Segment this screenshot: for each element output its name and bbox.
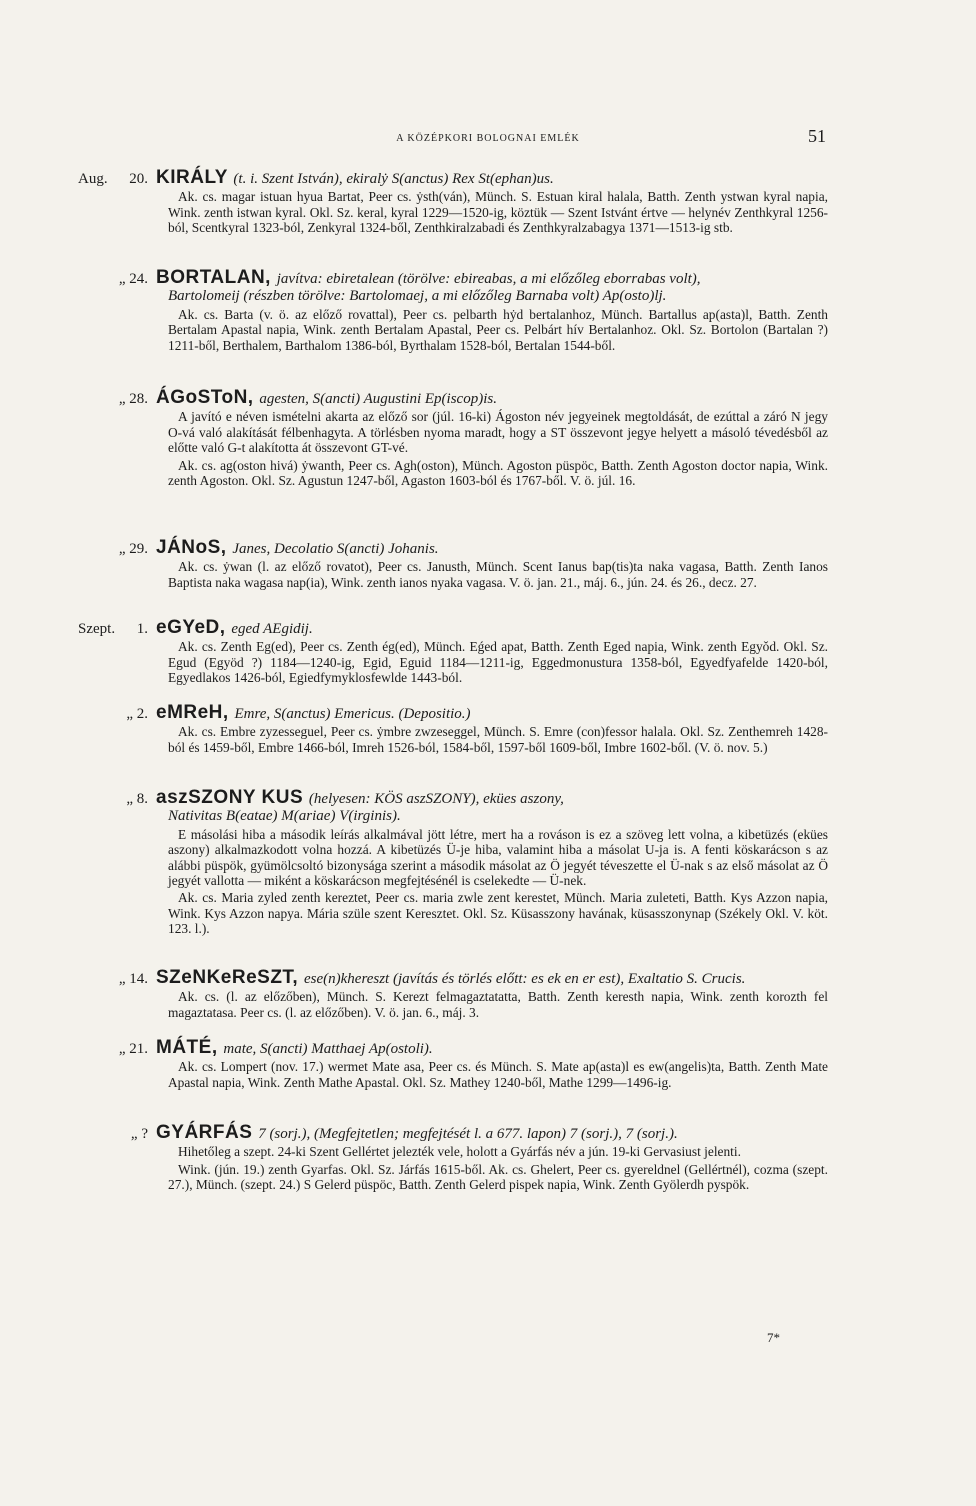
entry-paragraph: Hihetőleg a szept. 24-ki Szent Gellértet jelezték vele, holott a Gyárfás név a jún. 19-ki Gervasiust jelenti. (178, 1144, 741, 1160)
entry-day: „ 24. (118, 271, 148, 287)
runic-keyword: GYÁRFÁS (156, 1122, 259, 1143)
entry-headline (148, 167, 554, 188)
calendar-entry (78, 167, 828, 236)
entry-day: „ 28. (118, 391, 148, 407)
entry-date (78, 272, 148, 287)
entry-gloss: eged AEgidij. (231, 621, 313, 637)
calendar-entry (78, 387, 828, 489)
entry-head (78, 167, 828, 188)
calendar-entry (78, 1122, 828, 1193)
runic-keyword: KIRÁLY (156, 167, 234, 188)
runic-keyword: SZeNKeReSZT, (156, 967, 304, 988)
entry-head (78, 617, 828, 638)
entry-headline (148, 387, 497, 408)
entry-gloss: (t. i. Szent István), ekiralẏ S(anctus) Rex St(ephan)us. (233, 171, 554, 187)
calendar-entry (78, 617, 828, 686)
calendar-entry (78, 702, 828, 755)
entry-headline (148, 1037, 433, 1058)
entry-paragraph: Ak. cs. ag(oston hivá) ẏwanth, Peer cs. Agh(oston), Münch. Agoston püspöc, Batth. Zenth Agoston doctor napia, Wink. zenth Agoston. Okl. Sz. Agustun 1247-ből, Agaston 1603-ból és 1767-ből. V. ö. júl. 16. (168, 457, 828, 489)
entry-date (78, 792, 148, 807)
entry-headline (148, 1122, 678, 1143)
entry-gloss: ese(n)khereszt (javítás és törlés előtt: es ek en er est), Exaltatio S. Crucis. (303, 971, 746, 987)
calendar-entry (78, 787, 828, 937)
entry-day: „ 14. (118, 971, 148, 987)
calendar-entry (78, 267, 828, 353)
entry-paragraph: Ak. cs. Zenth Eg(ed), Peer cs. Zenth ég(ed), Münch. Eǵed apat, Batth. Zenth Eged napia, Wink. zenth Egyǒd. Okl. Sz. Egud (Egyöd ?) 1184—1240-ig, Egid, Eguid 1184—1211-ig, Eggedmonustura 1358-ból, Egyedfyafelde 1420-ból, Egyedlakos 1426-ból, Egiedfymyklosfewlde 1443-ból. (168, 639, 828, 686)
entry-gloss: Emre, S(anctus) Emericus. (Depositio.) (234, 706, 471, 722)
entry-day: „ ? (130, 1126, 148, 1142)
entry-date (78, 622, 148, 637)
entry-date (78, 972, 148, 987)
entry-headline (148, 702, 471, 723)
entry-headline (148, 537, 439, 558)
entry-date (78, 1042, 148, 1057)
entry-gloss: (helyesen: KÖS aszSZONY), ekües aszony, (308, 791, 564, 807)
entry-paragraph: Ak. cs. ẏwan (l. az előző rovatot), Peer cs. Janusth, Münch. Scent Ianus bap(tis)ta naka vagasa, Batth. Zenth Ianos Baptista naka wagasa nap(ia), Wink. zenth ianos nyaka vagasa. V. ö. jan. 21., máj. 6., jún. 24. és 26., decz. 27. (168, 559, 828, 590)
runic-keyword: eMReH, (156, 702, 235, 723)
runic-keyword: JÁNoS, (156, 537, 233, 558)
entry-paragraph: E másolási hiba a második leírás alkalmával jött létre, mert ha a rováson is ez a szöveg lett volna, a kibetüzés (ekües aszony) alkalmazkodott volna hozzá. A kibetüzés Ü-je hiba, valamint hiba a másolat U-ja is. A fenti köskarácson s az alábbi püspök, gyümölcsoltó bizonyságа szerint a második másolat az Ö jegyét téveszette el Ü-nak s az első másolat az Ö jegyét vallotta — miként a köskarácson megfejtésénél is cselekedte — Ü-nek. (168, 826, 828, 889)
entry-paragraph: Ak. cs. (l. az előzőben), Münch. S. Kerezt felmagaztatatta, Batth. Zenth keresth napia, Wink. zenth korozth fel magaztatasa. Peer cs. (l. az előzőben). V. ö. jan. 6., máj. 3. (168, 989, 828, 1020)
entry-date (78, 172, 148, 187)
runic-keyword: BORTALAN, (156, 267, 277, 288)
entry-date (78, 1127, 148, 1142)
calendar-entry (78, 1037, 828, 1090)
calendar-entry (78, 537, 828, 590)
signature-mark: 7* (767, 1330, 780, 1345)
entry-gloss: 7 (sorj.), (Megfejtetlen; megfejtését l. a 677. lapon) 7 (sorj.), 7 (sorj.). (258, 1126, 678, 1142)
entry-date (78, 392, 148, 407)
entry-date (78, 542, 148, 557)
entry-head (78, 537, 828, 558)
entry-day: 1. (136, 621, 148, 637)
entry-head (78, 387, 828, 408)
entry-subline: Bartolomeij (részben törölve: Bartolomaej, a mi előzőleg Barnaba volt) Ap(osto)lj. (168, 288, 667, 305)
runic-keyword: eGYeD, (156, 617, 232, 638)
entry-gloss: agesten, S(ancti) Augustini Ep(iscop)is. (259, 391, 497, 407)
entry-gloss: mate, S(ancti) Matthaej Ap(ostoli). (223, 1041, 433, 1057)
runic-keyword: aszSZONY KUS (156, 787, 309, 808)
entry-subline: Nativitas B(eatae) M(ariae) V(irginis). (168, 808, 401, 825)
running-title: A KÖZÉPKORI BOLOGNAI EMLÉK (396, 133, 580, 144)
entry-gloss: javítva: ebiretalean (törölve: ebireabas, a mi előzőleg eborrabas volt), (276, 271, 701, 287)
entry-day: „ 29. (118, 541, 148, 557)
entry-paragraph: Ak. cs. Maria zyled zenth kereztet, Peer cs. maria zwle zent kerestet, Münch. Maria zuleteti, Batth. Kys Azzon napia, Wink. Kys Azzon napya. Mária szüle szent Keresztet. Okl. Sz. Küsasszony havának, küsasszonynap (Székely Okl. V. köt. 123. l.). (168, 890, 828, 937)
entry-paragraph: Ak. cs. Barta (v. ö. az előző rovattal), Peer cs. pelbarth hẏd bertalanhoz, Münch. Bartallus ap(asta)l, Batth. Zenth Bertalam Apastal napia, Wink. zenth Bertalam Apastal, Peer cs. Pelbárt hív Bertalanhoz. Okl. Sz. Bortolon (Bartalan ?) 1211-ből, Berthalem, Barthalom 1386-ból, Byrthalam 1528-ból, Bertalan 1544-ből. (168, 306, 828, 353)
entry-paragraph: Ak. cs. Lompert (nov. 17.) wermet Mate asa, Peer cs. és Münch. S. Mate ap(asta)l es ew(angelis)ta, Batth. Zenth Mate Apastal napia, Wink. Zenth Mathe Apastal. Okl. Sz. Mathey 1240-ből, Mathe 1299—1496-ig. (168, 1059, 828, 1090)
entry-day: „ 21. (118, 1041, 148, 1057)
entry-date (78, 707, 148, 722)
entry-headline (148, 787, 564, 808)
entry-head (78, 702, 828, 723)
entry-month: Aug. (78, 171, 108, 187)
entry-day: „ 2. (126, 706, 148, 722)
entry-gloss: Janes, Decolatio S(ancti) Johanis. (232, 541, 439, 557)
entry-headline (148, 267, 701, 288)
entry-month: Szept. (78, 621, 116, 637)
entry-paragraph: Ak. cs. Embre zyzesseguel, Peer cs. ẏmbre zwzeseggel, Münch. S. Emre (con)fessor halala. Okl. Sz. Zenthemreh 1428-ból és 1459-ből, Embre 1466-ból, Imreh 1526-ból, 1584-ből, 1597-ből 1609-ből, Imbre 1602-ből. (V. ö. nov. 5.) (168, 724, 828, 755)
entry-day: 20. (129, 171, 148, 187)
entry-head (78, 787, 828, 808)
entry-paragraph: Ak. cs. magar istuan hyua Bartat, Peer cs. ẏsth(ván), Münch. S. Estuan kiral halala, Batth. Zenth ystwan kyral napia, Wink. zenth istwan kyral. Okl. Sz. keral, kyral 1229—1520-ig, köztük — Szent Istvánt értve — helynév Zenthkyral 1256-ból, Scentkyral 1323-ból, Zenkyral 1324-ből, Zenthkiralzabadi és Zenthkyralzabagya 1371—1513-ig stb. (168, 189, 828, 236)
entry-paragraph: A javító e néven ismételni akarta az előző sor (júl. 16-ki) Ágoston név jegyeinek megtoldását, de ezúttal a záró N jegy O-vá való alakítását félbenhagyta. A törlésben nyoma maradt, hogy a ST összevont jegye helyett a másoló tévedésből az előtte való G-t alakította át összevont GT-vé. (168, 409, 828, 456)
entry-head (78, 1122, 828, 1143)
page-number: 51 (808, 126, 826, 146)
runic-keyword: MÁTÉ, (156, 1037, 224, 1058)
entry-paragraph: Wink. (jún. 19.) zenth Gyarfas. Okl. Sz. Járfás 1615-ből. Ak. cs. Ghelert, Peer cs. gyereldnel (Gellértnél), cozma (szept. 27.), Münch. (szept. 24.) S Gelerd püspöc, Batth. Zenth Gelerd pispek napia, Wink. Zenth Gyölerdh pyspök. (168, 1161, 828, 1193)
runic-keyword: ÁGoSToN, (156, 387, 260, 408)
entry-day: „ 8. (126, 791, 148, 807)
entry-headline (148, 617, 313, 638)
calendar-entry (78, 967, 828, 1020)
entry-head (78, 1037, 828, 1058)
entry-head (78, 967, 828, 988)
entry-head (78, 267, 828, 288)
entry-headline (148, 967, 746, 988)
